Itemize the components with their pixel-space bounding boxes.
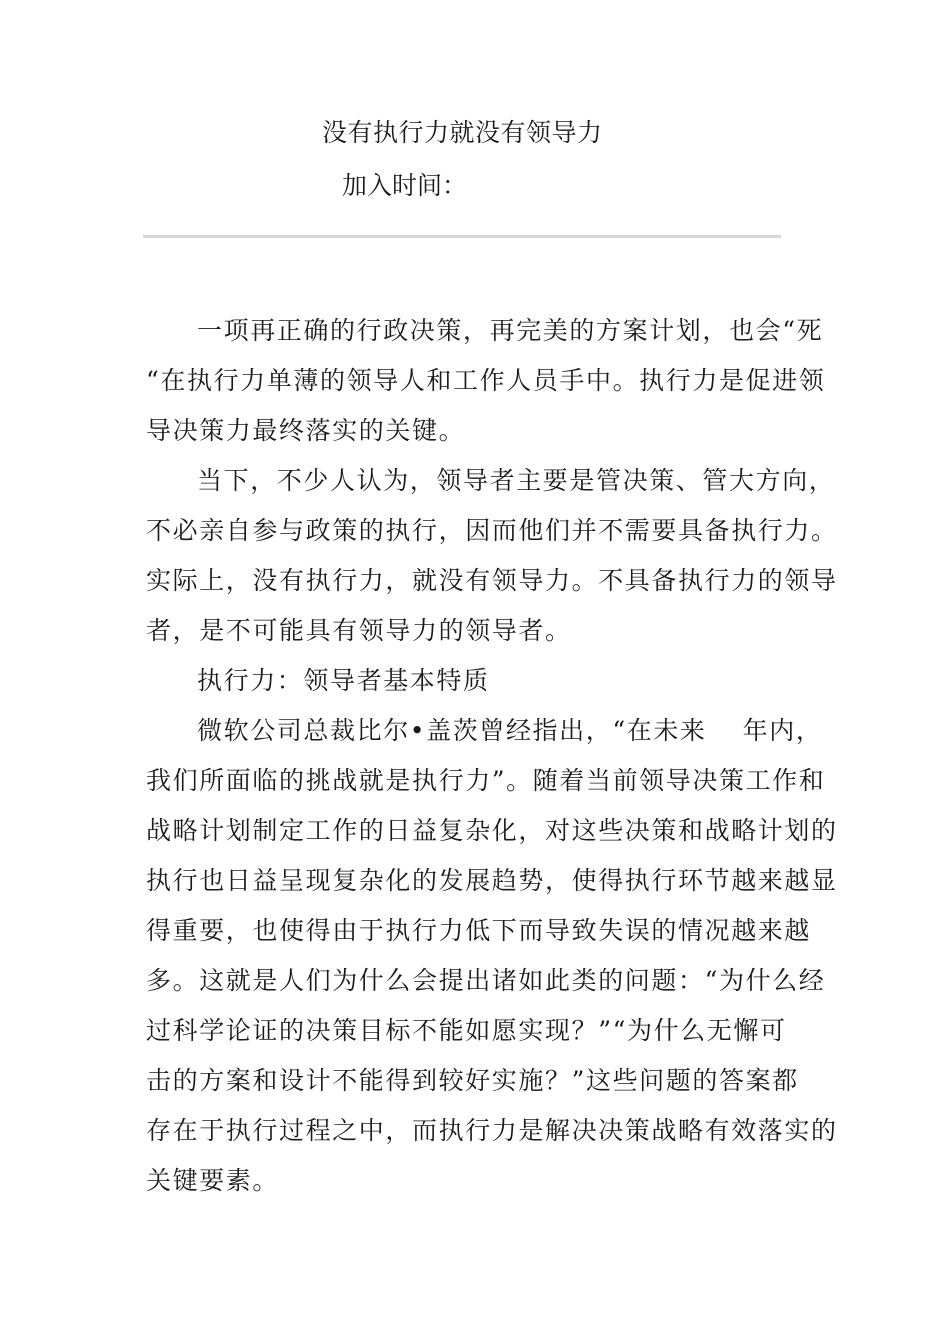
document-title: 没有执行力就没有领导力 <box>322 118 603 147</box>
paragraph-line: 我们所面临的挑战就是执行力”。随着当前领导决策工作和 <box>146 766 826 795</box>
paragraph-line: 执行也日益呈现复杂化的发展趋势，使得执行环节越来越显 <box>146 866 838 895</box>
paragraph-line: 得重要，也使得由于执行力低下而导致失误的情况越来越 <box>146 916 812 945</box>
paragraph-line: 过科学论证的决策目标不能如愿实现？”“为什么无懈可 <box>146 1016 787 1045</box>
paragraph-line: 战略计划制定工作的日益复杂化，对这些决策和战略计划的 <box>146 816 838 845</box>
document-body <box>146 306 838 1206</box>
paragraph-line: 多。这就是人们为什么会提出诸如此类的问题：“为什么经 <box>146 966 826 995</box>
paragraph-line: 导决策力最终落实的关键。 <box>146 416 466 445</box>
paragraph-line: 不必亲自参与政策的执行，因而他们并不需要具备执行力。 <box>146 516 838 545</box>
horizontal-divider <box>143 235 781 238</box>
paragraph-line: 击的方案和设计不能得到较好实施？”这些问题的答案都 <box>146 1066 799 1095</box>
paragraph-line: “在执行力单薄的领导人和工作人员手中。执行力是促进领 <box>146 366 826 395</box>
paragraph-line: 当下，不少人认为，领导者主要是管决策、管大方向， <box>197 466 836 495</box>
paragraph-line: 微软公司总裁比尔•盖茨曾经指出，“在未来 年内， <box>197 716 823 745</box>
paragraph-line: 者，是不可能具有领导力的领导者。 <box>146 616 572 645</box>
paragraph-line: 存在于执行过程之中，而执行力是解决决策战略有效落实的 <box>146 1116 838 1145</box>
section-heading: 执行力：领导者基本特质 <box>197 666 490 695</box>
paragraph-line: 一项再正确的行政决策，再完美的方案计划，也会“死 <box>197 316 824 345</box>
date-label: 加入时间： <box>342 171 468 200</box>
paragraph-line: 关键要素。 <box>146 1166 280 1195</box>
paragraph-line: 实际上，没有执行力，就没有领导力。不具备执行力的领导 <box>146 566 838 595</box>
